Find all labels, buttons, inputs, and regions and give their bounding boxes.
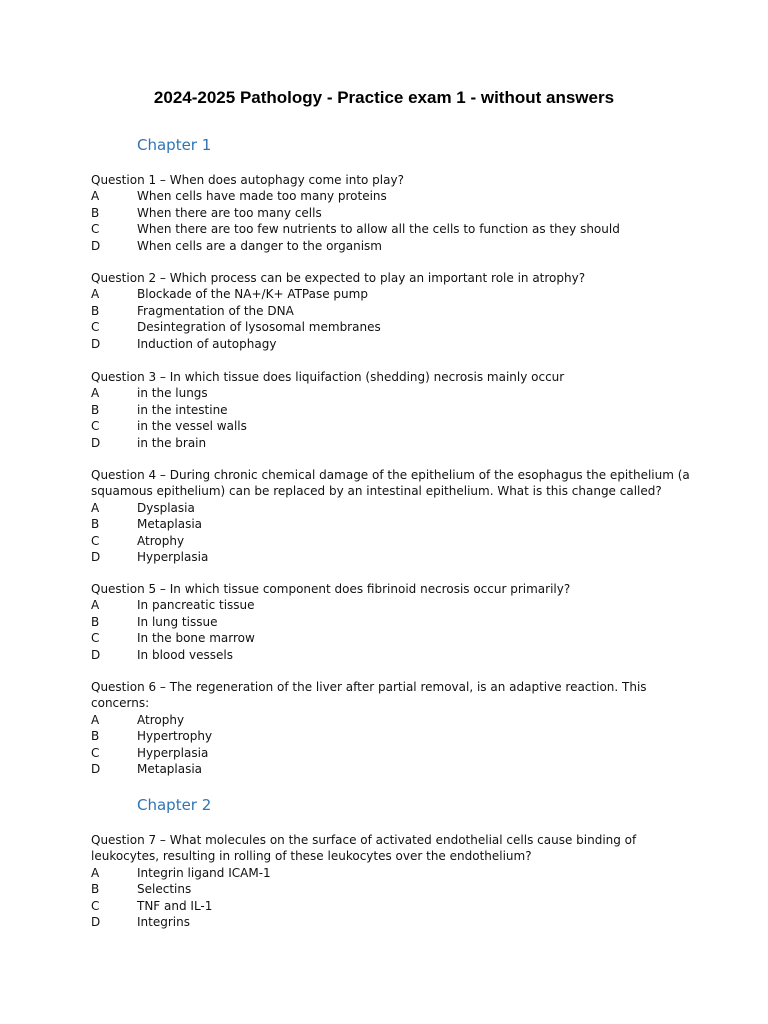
chapter-heading: Chapter 1 [137,136,212,154]
answer-option [91,205,691,221]
answer-option [91,761,691,777]
answer-option [91,597,691,613]
answer-option [91,865,691,881]
answer-option [91,898,691,914]
option-letter: B [91,882,100,897]
option-letter: C [91,898,100,913]
option-letter: B [91,303,100,318]
answer-option [91,533,691,549]
option-text: Blockade of the NA+/K+ ATPase pump [137,287,368,302]
answer-option [91,418,691,434]
answer-option [91,500,691,516]
answer-option [91,435,691,451]
option-text: in the lungs [137,386,208,401]
answer-options [91,385,691,451]
option-letter: A [91,865,100,880]
option-letter: D [91,761,101,776]
answer-option [91,286,691,302]
answer-option [91,647,691,663]
answer-option [91,516,691,532]
option-text: Induction of autophagy [137,336,277,351]
option-letter: C [91,419,100,434]
option-text: Selectins [137,882,192,897]
answer-option [91,336,691,352]
answer-option [91,712,691,728]
question-block [91,270,691,352]
option-text: Dysplasia [137,500,195,515]
question-text: Question 6 – The regeneration of the liver after partial removal, is an adaptive reaction. This concerns: [91,680,647,711]
option-text: Metaplasia [137,761,203,776]
option-letter: A [91,712,100,727]
option-letter: A [91,500,100,515]
option-letter: C [91,745,100,760]
question-block [91,581,691,663]
question-text: Question 7 – What molecules on the surface of activated endothelial cells cause binding of leukocytes, resulting in rolling of these leukocytes over the endothelium? [91,833,637,864]
answer-option [91,188,691,204]
option-text: When there are too many cells [137,205,322,220]
answer-options [91,500,691,566]
option-letter: B [91,402,100,417]
option-letter: D [91,549,101,564]
answer-option [91,630,691,646]
option-letter: A [91,598,100,613]
option-letter: A [91,287,100,302]
option-text: Desintegration of lysosomal membranes [137,320,381,335]
answer-option [91,319,691,335]
chapter-heading: Chapter 2 [137,796,212,814]
option-text: Hyperplasia [137,549,209,564]
option-text: Hyperplasia [137,745,209,760]
option-letter: B [91,517,100,532]
option-text: in the vessel walls [137,419,247,434]
question-block [91,369,691,451]
answer-options [91,188,691,254]
option-letter: A [91,386,100,401]
answer-option [91,728,691,744]
option-letter: D [91,914,101,929]
answer-options [91,286,691,352]
document-title: 2024-2025 Pathology - Practice exam 1 - without answers [153,88,615,107]
option-text: Fragmentation of the DNA [137,303,294,318]
option-letter: C [91,320,100,335]
option-letter: D [91,238,101,253]
option-text: in the brain [137,435,207,450]
option-text: Atrophy [137,533,185,548]
option-text: In the bone marrow [137,631,255,646]
answer-option [91,914,691,930]
answer-options [91,865,691,931]
option-text: When there are too few nutrients to allow all the cells to function as they should [137,222,620,237]
option-letter: D [91,647,101,662]
question-text: Question 2 – Which process can be expected to play an important role in atrophy? [91,271,586,285]
option-letter: D [91,336,101,351]
option-letter: C [91,222,100,237]
option-letter: A [91,189,100,204]
answer-option [91,385,691,401]
question-text: Question 1 – When does autophagy come into play? [91,173,404,187]
option-text: TNF and IL-1 [137,898,213,913]
answer-options [91,597,691,663]
option-text: In pancreatic tissue [137,598,255,613]
option-letter: B [91,205,100,220]
answer-option [91,614,691,630]
answer-option [91,221,691,237]
option-text: in the intestine [137,402,228,417]
option-letter: B [91,729,100,744]
question-block [91,467,691,565]
question-block [91,679,691,777]
answer-option [91,402,691,418]
answer-option [91,303,691,319]
question-text: Question 3 – In which tissue does liquifaction (shedding) necrosis mainly occur [91,370,565,384]
answer-option [91,549,691,565]
question-text: Question 5 – In which tissue component does fibrinoid necrosis occur primarily? [91,582,571,596]
answer-option [91,745,691,761]
option-text: When cells have made too many proteins [137,189,387,204]
option-text: In lung tissue [137,614,218,629]
option-text: When cells are a danger to the organism [137,238,382,253]
option-text: Integrins [137,914,190,929]
question-block [91,172,691,254]
option-letter: B [91,614,100,629]
answer-option [91,881,691,897]
option-text: In blood vessels [137,647,233,662]
option-text: Integrin ligand ICAM-1 [137,865,271,880]
option-letter: C [91,533,100,548]
option-letter: C [91,631,100,646]
answer-option [91,238,691,254]
answer-options [91,712,691,778]
option-text: Metaplasia [137,517,203,532]
question-text: Question 4 – During chronic chemical damage of the epithelium of the esophagus the epithelium (a squamous epithelium) can be replaced by an intestinal epithelium. What is this change called? [91,468,690,499]
option-text: Atrophy [137,712,185,727]
option-text: Hypertrophy [137,729,213,744]
option-letter: D [91,435,101,450]
question-block [91,832,691,930]
